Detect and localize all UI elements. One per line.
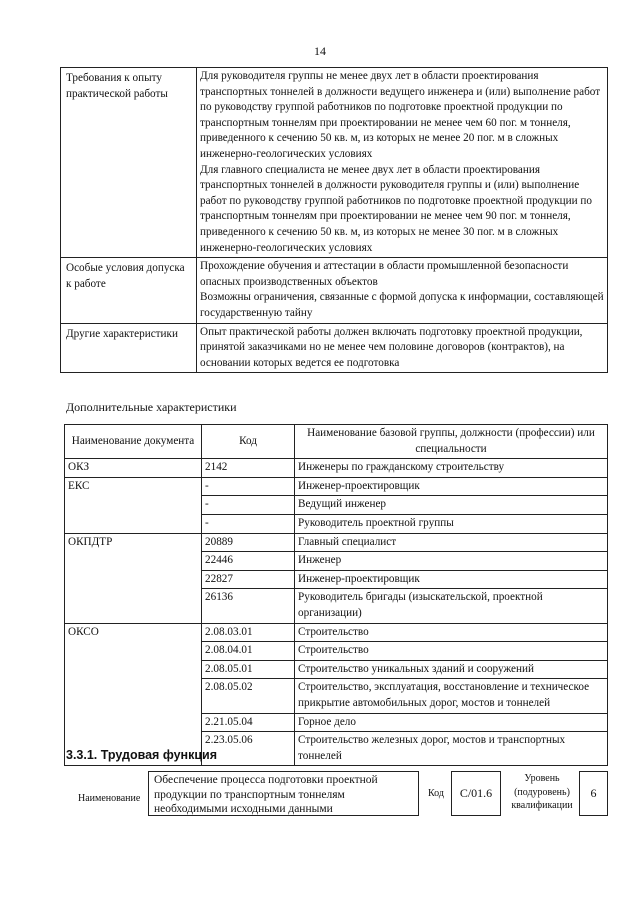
code-cell: - (202, 496, 295, 515)
name-cell: Руководитель бригады (изыскательской, проектной организации) (295, 589, 608, 623)
table-row (65, 496, 608, 515)
labor-function-title: 3.3.1. Трудовая функция (66, 748, 218, 762)
name-cell: Инженер (295, 552, 608, 571)
code-cell: 2.23.05.06 (202, 732, 295, 766)
table-row (65, 459, 608, 478)
code-cell: 2.08.05.01 (202, 660, 295, 679)
doc-cell: ЕКС (65, 477, 202, 496)
name-cell: Строительство, эксплуатация, восстановление и техническое прикрытие автомобильных дорог, мостов и тоннелей (295, 679, 608, 713)
requirements-table (60, 67, 608, 373)
name-cell: Инженер-проектировщик (295, 477, 608, 496)
requirement-paragraph: Для руководителя группы не менее двух лет в области проектирования транспортных тоннелей в должности ведущего инженера и (или) выполнение работ по руководству группой работников по подготовке проектной продукции по транспортным тоннелям при проектировании не менее чем 60 пог. м тоннеля, приведенного к сечению 50 кв. м, из которых не менее 20 пог. м в сложных инженерно-геологических условиях (200, 70, 601, 160)
level-label-text: Уровень (подуровень) квалификации (511, 773, 573, 811)
name-cell: Строительство железных дорог, мостов и транспортных тоннелей (295, 732, 608, 766)
doc-cell: ОКПДТР (65, 533, 202, 552)
code-cell: 2.08.03.01 (202, 623, 295, 642)
doc-cell: ОКСО (65, 623, 202, 642)
requirement-value (197, 323, 608, 373)
doc-cell-empty (65, 496, 202, 515)
table-row (61, 258, 608, 323)
code-cell: 26136 (202, 589, 295, 623)
requirement-paragraph: Опыт практической работы должен включать подготовку проектной продукции, принятой заказчиками но не менее чем половине договоров (контрактов), на основании которых ведется ее подготовка (200, 325, 583, 369)
doc-cell-empty (65, 514, 202, 533)
table-row (61, 323, 608, 373)
requirement-paragraph: Возможны ограничения, связанные с формой допуска к информации, составляющей государственную тайну (200, 291, 604, 319)
requirement-label: Другие характеристики (61, 323, 197, 373)
level-box: 6 (579, 771, 608, 816)
header-document: Наименование документа (65, 425, 202, 459)
table-header-row (65, 425, 608, 459)
table-row (65, 533, 608, 552)
table-row (65, 679, 608, 713)
doc-cell-empty (65, 679, 202, 713)
code-cell: 22446 (202, 552, 295, 571)
table-row (65, 713, 608, 732)
code-cell: 2.08.05.02 (202, 679, 295, 713)
name-cell: Инженеры по гражданскому строительству (295, 459, 608, 478)
table-row (65, 570, 608, 589)
doc-cell-empty (65, 552, 202, 571)
code-cell: 2.21.05.04 (202, 713, 295, 732)
page-number: 14 (314, 44, 326, 58)
name-cell: Строительство (295, 642, 608, 661)
doc-cell-empty (65, 642, 202, 661)
additional-characteristics-table (64, 424, 608, 766)
level-label (509, 772, 575, 813)
section-heading: Дополнительные характеристики (66, 400, 237, 414)
code-label: Код (428, 788, 444, 799)
doc-cell-empty (65, 589, 202, 623)
table-row (65, 660, 608, 679)
code-cell: 2142 (202, 459, 295, 478)
requirement-label: Особые условия допуска к работе (61, 258, 197, 323)
code-cell: - (202, 514, 295, 533)
requirement-paragraph: Для главного специалиста не менее двух лет в области проектирования транспортных тоннелей в должности руководителя группы и (или) выполнение работ по руководству группой работников по подготовке проектной продукции по транспортным тоннелям при проектировании не менее чем 90 пог. м тоннеля, приведенного к сечению 50 кв. м, из которых не менее 30 пог. м в сложных инженерно-геологических условиях (200, 163, 593, 254)
table-row (65, 514, 608, 533)
code-cell: 20889 (202, 533, 295, 552)
doc-cell-empty (65, 660, 202, 679)
name-cell: Инженер-проектировщик (295, 570, 608, 589)
requirement-value (197, 68, 608, 258)
name-cell: Главный специалист (295, 533, 608, 552)
name-cell: Строительство уникальных зданий и сооружений (295, 660, 608, 679)
code-box: С/01.6 (451, 771, 501, 816)
requirement-value (197, 258, 608, 323)
table-row (65, 623, 608, 642)
name-cell: Строительство (295, 623, 608, 642)
function-name-box: Обеспечение процесса подготовки проектной продукции по транспортным тоннелям необходимыми исходными данными (148, 771, 419, 816)
table-row (61, 68, 608, 258)
name-cell: Горное дело (295, 713, 608, 732)
table-row (65, 589, 608, 623)
doc-cell-empty (65, 570, 202, 589)
name-label: Наименование (78, 793, 141, 804)
code-cell: - (202, 477, 295, 496)
table-row (65, 477, 608, 496)
doc-cell: ОКЗ (65, 459, 202, 478)
name-cell: Ведущий инженер (295, 496, 608, 515)
header-name: Наименование базовой группы, должности (профессии) или специальности (295, 425, 608, 459)
name-cell: Руководитель проектной группы (295, 514, 608, 533)
header-code: Код (202, 425, 295, 459)
code-cell: 2.08.04.01 (202, 642, 295, 661)
requirement-label: Требования к опыту практической работы (61, 68, 197, 258)
code-cell: 22827 (202, 570, 295, 589)
requirement-paragraph: Прохождение обучения и аттестации в области промышленной безопасности опасных производственных объектов (200, 260, 569, 288)
table-row (65, 642, 608, 661)
doc-cell-empty (65, 713, 202, 732)
table-row (65, 552, 608, 571)
